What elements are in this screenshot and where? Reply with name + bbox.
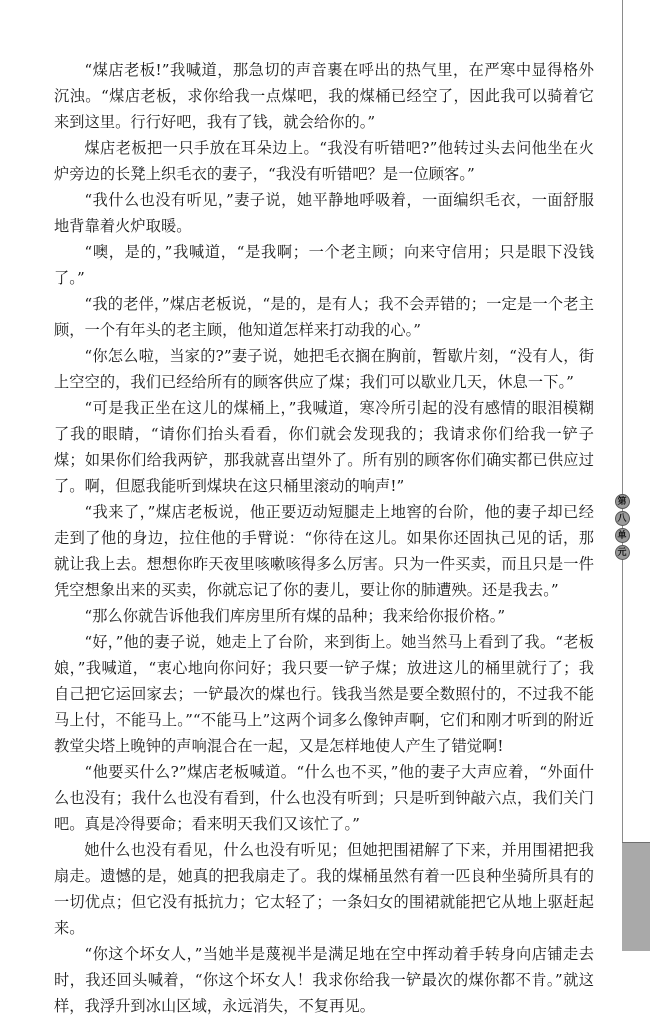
paragraph: “你这个坏女人，”当她半是蔑视半是满足地在空中挥动着手转身向店铺走去时，我还回头喊着，“你这个坏女人！我求你给我一铲最次的煤你都不肯。”就这样，我浮升到冰山区域，永远消失，不复再见。	[54, 945, 594, 1015]
unit-label-char: 单	[615, 528, 630, 543]
unit-side-tab	[614, 494, 630, 560]
unit-label-char: 第	[615, 494, 630, 509]
paragraph: “那么你就告诉他我们库房里所有煤的品种；我来给你报价格。”	[84, 607, 506, 625]
paragraph: “噢，是的，”我喊道，“是我啊；一个老主顾；向来守信用；只是眼下没钱了。”	[54, 243, 594, 287]
paragraph: “我的老伴，”煤店老板说，“是的，是有人；我不会弄错的；一定是一个老主顾，一个有年头的老主顾，他知道怎样来打动我的心。”	[54, 295, 594, 339]
page-edge-thumb-tab	[622, 842, 650, 951]
paragraph: 她什么也没有看见，什么也没有听见；但她把围裙解了下来，并用围裙把我扇走。遗憾的是，她真的把我扇走了。我的煤桶虽然有着一匹良种坐骑所具有的一切优点；但它没有抵抗力；它太轻了；一条妇女的围裙就能把它从地上驱赶起来。	[54, 841, 594, 937]
unit-label-char: 八	[615, 511, 630, 526]
unit-label-char: 元	[615, 545, 630, 560]
paragraph: “可是我正坐在这儿的煤桶上，”我喊道，寒冷所引起的没有感情的眼泪模糊了我的眼睛，“请你们抬头看看，你们就会发现我的；我请求你们给我一铲子煤；如果你们给我两铲，那我就喜出望外了。所有别的顾客你们确实都已供应过了。啊，但愿我能听到煤块在这只桶里滚动的响声!”	[54, 399, 594, 495]
paragraph: “好，”他的妻子说，她走上了台阶，来到街上。她当然马上看到了我。“老板娘，”我喊道，“衷心地向你问好；我只要一铲子煤；放进这儿的桶里就行了；我自己把它运回家去；一铲最次的煤也行。钱我当然是要全数照付的，不过我不能马上付，不能马上。”“不能马上”这两个词多么像钟声啊，它们和刚才听到的附近教堂尖塔上晚钟的声响混合在一起，又是怎样地使人产生了错觉啊!	[54, 633, 594, 755]
paragraph: “我什么也没有听见，”妻子说，她平静地呼吸着，一面编织毛衣，一面舒服地背靠着火炉取暖。	[54, 191, 594, 235]
paragraph: “你怎么啦，当家的?”妻子说，她把毛衣搁在胸前，暂歇片刻，“没有人，街上空空的，我们已经给所有的顾客供应了煤；我们可以歇业几天，休息一下。”	[54, 347, 594, 391]
page-body-text	[54, 57, 594, 1019]
paragraph: 煤店老板把一只手放在耳朵边上。“我没有听错吧?”他转过头去问他坐在火炉旁边的长凳上织毛衣的妻子，“我没有听错吧？是一位顾客。”	[54, 139, 594, 183]
paragraph: “煤店老板!”我喊道，那急切的声音裹在呼出的热气里，在严寒中显得格外沉浊。“煤店老板，求你给我一点煤吧，我的煤桶已经空了，因此我可以骑着它来到这里。行行好吧，我有了钱，就会给你的。”	[54, 61, 594, 131]
paragraph: “我来了，”煤店老板说，他正要迈动短腿走上地窖的台阶，他的妻子却已经走到了他的身边，拉住他的手臂说：“你待在这儿。如果你还固执己见的话，那就让我上去。想想你昨天夜里咳嗽咳得多么厉害。只为一件买卖，而且只是一件凭空想象出来的买卖，你就忘记了你的妻儿，要让你的肺遭殃。还是我去。”	[54, 503, 594, 599]
margin-rule-divider	[622, 0, 623, 830]
paragraph: “他要买什么?”煤店老板喊道。“什么也不买，”他的妻子大声应着，“外面什么也没有；我什么也没有看到，什么也没有听到；只是听到钟敲六点，我们关门吧。真是冷得要命；看来明天我们又该忙了。”	[54, 763, 594, 833]
